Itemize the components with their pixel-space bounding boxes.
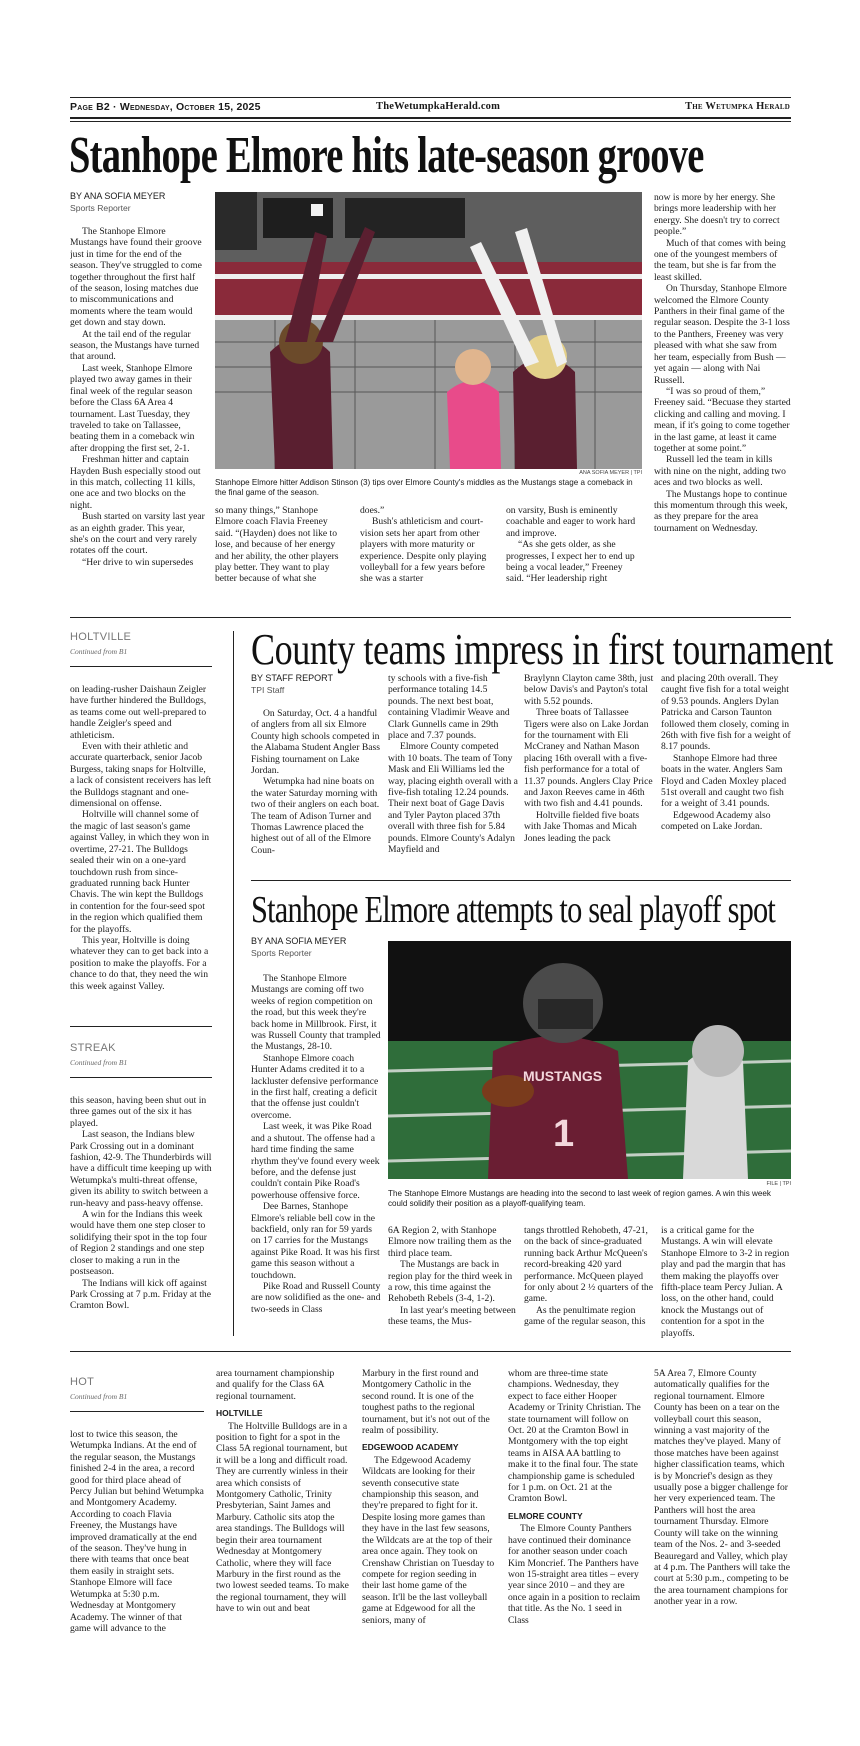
- folio-center: TheWetumpkaHerald.com: [376, 101, 501, 112]
- subhead-holtville: HOLTVILLE: [216, 1408, 263, 1419]
- football-illustration: [388, 941, 791, 1179]
- story3-caption: The Stanhope Elmore Mustangs are heading into the second to last week of region games. A win this week could solidify their position as a playoff-qualifying team.: [388, 1189, 771, 1208]
- volleyball-illustration: [215, 192, 642, 469]
- story1-col4: on varsity, Bush is eminently coachable and eager to work hard and improve. “As she gets older, as she progresses, I expect her to end up being a vocal leader,” Freeney said. “Her leadership right: [506, 505, 636, 585]
- story3-col1: The Stanhope Elmore Mustangs are coming off two weeks of region competition on the road, but this week they're back home in Millbrook. First, it was Russell County that trampled the Mustangs, 28-10. Stanhope Elmore coach Hunter Adams credited it to a lackluster defensive performance in the first half, creating a deficit that the offense just couldn't overcome. Last week, it was Pike Road and a shutout. The offense had a hard time finding the same rhythm they've found every week before, and the defense just couldn't contain Pike Road's powerhouse offensive force. Dee Barnes, Stanhope Elmore's reliable bell cow in the backfield, only ran for 59 yards on 17 carries for the Mustangs against Pike Road. It was his first game this season without a touchdown. Pike Road and Russell County are now solidified as the one- and two-seeds in Class: [251, 973, 381, 1315]
- story3-headline: Stanhope Elmore attempts to seal playoff spot: [251, 889, 776, 931]
- hot-kicker: HOT: [70, 1376, 95, 1388]
- story2-byline: BY STAFF REPORT: [251, 673, 334, 683]
- story3-role: Sports Reporter: [251, 948, 312, 958]
- story1-col2: so many things,” Stanhope Elmore coach Flavia Freeney said. “(Hayden) does not like to lose, and because of her energy and her ability, the other players play better. They want to play better because of what she: [215, 505, 339, 585]
- football-photo: [388, 941, 791, 1179]
- story3-photo-credit: FILE | TPI: [766, 1181, 791, 1187]
- story1-byline: BY ANA SOFIA MEYER: [70, 191, 166, 201]
- svg-text:MUSTANGS: MUSTANGS: [523, 1068, 603, 1084]
- volleyball-photo: [215, 192, 642, 469]
- streak-body: this season, having been shut out in three games out of the six it has played. Last season, the Indians blew Park Crossing out in a dominant fashion, 42-9. The Thunderbirds will have a difficult time keeping up with Wetumpka's multi-threat offense, given its ability to switch between a run-heavy and pass-heavy offense. A win for the Indians this week would have them one step closer to solidifying their spot in the top four of Region 2 standings and one step closer to making a run in the postseason. The Indians will kick off against Park Crossing at 7 p.m. Friday at the Cramton Bowl.: [70, 1095, 212, 1312]
- streak-kicker: STREAK: [70, 1042, 116, 1054]
- story3-col4: is a critical game for the Mustangs. A win will elevate Stanhope Elmore to 3-2 in region play and pad the margin that has them making the playoffs over fifth-place team Percy Julian. A loss, on the other hand, could knock the Mustangs out of contention for a spot in the playoffs.: [661, 1225, 790, 1338]
- story2-col1: On Saturday, Oct. 4 a handful of anglers from all six Elmore County high schools competed in the Alabama Student Angler Bass Fishing tournament on Lake Jordan. Wetumpka had nine boats on the water Saturday morning with two of their anglers on each boat. The team of Adison Turner and Thomas Lawrence placed the highest out of all of the Elmore Coun-: [251, 708, 380, 856]
- hot-col1: lost to twice this season, the Wetumpka Indians. At the end of the regular season, the Mustangs finished 2-4 in the area, a record good for third place ahead of Percy Julian but behind Wetumpka and Montgomery Academy. According to coach Flavia Freeney, the Mustangs have improved dramatically at the end of the season. They've hung in there with teams that once beat them easily in straight sets. Stanhope Elmore will face Wetumpka at 5:30 p.m. Wednesday at Montgomery Academy. The winner of that game will advance to the: [70, 1429, 204, 1634]
- hot-col5: 5A Area 7, Elmore County automatically qualifies for the regional tournament. Elmore County has been on a tear on the volleyball court this season, winning a vast majority of the matches they've played. Many of those matches have been against higher classification teams, which is by Moncrief's design as they usually pose a bigger challenge for her very experienced team. The Panthers will host the area tournament Thursday. Elmore County will take on the winning team of the Nos. 2- and 3-seeded Beauregard and Valley, which play at 4 p.m. The Panthers will take the court at 5:30 p.m., competing to be the area tournament champions for another year in a row.: [654, 1368, 790, 1608]
- story1-col1: The Stanhope Elmore Mustangs have found their groove just in time for the end of the season. They've struggled to come together throughout the first half of the season, losing matches due to miscommunications and moments where the team would get down and stay down. At the tail end of the regular season, the Mustangs have turned that around. Last week, Stanhope Elmore played two away games in their final week of the regular season before the Class 6A Area 4 tournament. Last Tuesday, they traveled to take on Tallassee, beating them in a comeback win after dropping the first set, 2-1. Freshman hitter and captain Hayden Bush especially stood out in this match, collecting 11 kills, one ace and two blocks on the night. Bush started on varsity last year as an eighth grader. This year, she's on the court and very rarely rotates off the court. “Her drive to win supersedes: [70, 226, 205, 568]
- streak-continued: Continued from B1: [70, 1058, 128, 1067]
- story2-headline: County teams impress in first tournament: [251, 625, 833, 674]
- subhead-elmore-county: ELMORE COUNTY: [508, 1510, 583, 1521]
- svg-text:1: 1: [553, 1113, 575, 1155]
- hot-continued: Continued from B1: [70, 1392, 128, 1401]
- story1-col5: now is more by her energy. She brings more leadership with her energy. She doesn't try to correct people.” Much of that comes with being one of the youngest members of the team, but she is far from the least skilled. On Thursday, Stanhope Elmore welcomed the Elmore County Panthers in their final game of the regular season. Despite the 3-1 loss to the Panthers, Freeney was very pleased with what she saw from her team, especially from Bush — yet again — along with Nai Russell. “I was so proud of them,” Freeney said. “Becuase they started clicking and calling and moving. I mean, if it's going to come together in the last game, at least it came together at some point.” Russell led the team in kills with nine on the night, adding two aces and two blocks as well. The Mustangs hope to continue this momentum through this week, as they prepare for the area tournament on Wednesday.: [654, 192, 791, 534]
- hot-col2: area tournament championship and qualify for the Class 6A regional tournament. HOLTVILLE The Holtville Bulldogs are in a position to fight for a spot in the Class 5A regional tournament, but it will be a long and difficult road. They are currently winless in their area which consists of Montgomery Catholic, Trinity Presbyterian, Saint James and Marbury. Catholic sits atop the area standings. The Bulldogs will begin their area tournament Wednesday at Montgomery Catholic, where they will face Marbury in the first round as the two lowest seeded teams. To make the regional tournament, they will have to win out and beat: [216, 1368, 349, 1615]
- story2-col4: and placing 20th overall. They caught five fish for a total weight of 9.53 pounds. Anglers Dylan Patricka and Carson Taunton followed them closely, coming in 26th with five fish for a weight of 8.17 pounds. Stanhope Elmore had three boats in the water. Anglers Sam Floyd and Caden Moxley placed 51st overall and caught two fish for a weight of 3.41 pounds. Edgewood Academy also competed on Lake Jordan.: [661, 673, 791, 833]
- folio-rule: [70, 117, 791, 119]
- story3-byline: BY ANA SOFIA MEYER: [251, 936, 347, 946]
- folio-right: The Wetumpka Herald: [685, 101, 790, 112]
- section-rule-1: [70, 617, 791, 618]
- folio-left: Page B2 · Wednesday, October 15, 2025: [70, 101, 261, 113]
- holtville-continued: Continued from B1: [70, 647, 128, 656]
- story1-photo-credit: ANA SOFIA MEYER | TPI: [579, 470, 642, 476]
- rail-divider: [70, 1026, 212, 1027]
- story2-col2: ty schools with a five-fish performance totaling 14.5 pounds. The next best boat, containing Vladimir Weave and Clark Gunnells came in 29th place and 7.37 pounds. Elmore County competed with 10 boats. The team of Tony Mask and Eli Williams led the way, placing eighth overall with a five-fish totaling 12.24 pounds. Their next boat of Gage Davis and Tyler Payton placed 37th overall with three fish for 5.84 pounds. Elmore County's Adalyn Mayfield and: [388, 673, 518, 856]
- streak-rule: [70, 1077, 212, 1078]
- story3-col3: tangs throttled Rehobeth, 47-21, on the back of since-graduated running back Arthur McQueen's record-breaking 420 yard performance. McQueen played for only about 2 ½ quarters of the game. As the penultimate region game of the regular season, this: [524, 1225, 653, 1328]
- holtville-body: on leading-rusher Daishaun Zeigler have further hindered the Bulldogs, as teams come out well-prepared to handle Zeigler's speed and athleticism. Even with their athletic and accurate quarterback, senior Jacob Burgess, taking snaps for Holtville, a lack of consistent receivers has left the Bulldogs stagnant and one-dimensional on offense. Holtville will channel some of the magic of last season's game against Valley, in which they won in overtime, 27-21. The Bulldogs sealed their win on a one-yard touchdown rush from since-graduated running back Hunter Chavis. The win kept the Bulldogs in contention for the four-seed spot in the region which qualified them for the playoffs. This year, Holtville is doing whatever they can to get back into a position to make the playoffs. For a chance to do that, they need the win this week against Valley.: [70, 684, 212, 992]
- hot-col4: whom are three-time state champions. Wednesday, they expect to face either Hooper Academy or Trinity Christian. The state tournament will follow on Oct. 20 at the Cramton Bowl in Montgomery with the top eight teams in AISA AA battling to make it to the final four. The state championship game is scheduled for 1 p.m. on Oct. 21 at the Cramton Bowl. ELMORE COUNTY The Elmore County Panthers have continued their dominance for another season under coach Kim Moncrief. The Panthers have won 15-straight area titles – every year since 2010 – and they are once again in a position to reclaim that title. As the No. 1 seed in Class: [508, 1368, 641, 1626]
- holtville-rule: [70, 666, 212, 667]
- section-rule-2: [251, 880, 791, 881]
- story2-role: TPI Staff: [251, 685, 285, 695]
- rail-vertical-rule: [233, 631, 234, 1336]
- section-rule-3: [70, 1351, 791, 1352]
- story1-headline: Stanhope Elmore hits late-season groove: [69, 127, 704, 184]
- subhead-edgewood: EDGEWOOD ACADEMY: [362, 1442, 459, 1453]
- hot-col3: Marbury in the first round and Montgomery Catholic in the second round. It is one of the toughest paths to the regional tournament, but it's not out of the realm of possibility. EDGEWOOD ACADEMY The Edgewood Academy Wildcats are looking for their seventh consecutive state championship this season, and they're prepared to fight for it. Despite losing more games than they have in the last few seasons, the Wildcats are at the top of their area once again. They took on Crenshaw Christian on Tuesday to compete for region seeding in their last home game of the season. It'll be the last volleyball game at Edgewood for all the seniors, many of: [362, 1368, 495, 1626]
- story3-col2: 6A Region 2, with Stanhope Elmore now trailing them as the third place team. The Mustangs are back in region play for the third week in a row, this time against the Rehobeth Rebels (3-4, 1-2). In last year's meeting between these teams, the Mus-: [388, 1225, 516, 1328]
- story2-col3: Braylynn Clayton came 38th, just below Davis's and Payton's total with 5.52 pounds. Three boats of Tallassee Tigers were also on Lake Jordan for the tournament with Eli McCraney and Nathan Mason placing 16th overall with a five-fish performance for a total of 11.37 pounds. Anglers Clay Price and Jaxon Reeves came in 46th with two fish and 4.41 pounds. Holtville fielded five boats with Jake Thomas and Micah Jones leading the pack: [524, 673, 654, 844]
- holtville-kicker: HOLTVILLE: [70, 631, 132, 643]
- top-rule: [70, 97, 791, 98]
- folio-rule-thin: [70, 121, 791, 122]
- story1-col3: does.” Bush's athleticism and court-vision sets her apart from other players with more maturity or experience. Despite only playing volleyball for a few years before she was a starter: [360, 505, 487, 585]
- story1-role: Sports Reporter: [70, 203, 131, 213]
- story1-caption: Stanhope Elmore hitter Addison Stinson (3) tips over Elmore County's middles as the Mustangs stage a comeback in the final game of the season.: [215, 478, 633, 497]
- hot-rule: [70, 1411, 204, 1412]
